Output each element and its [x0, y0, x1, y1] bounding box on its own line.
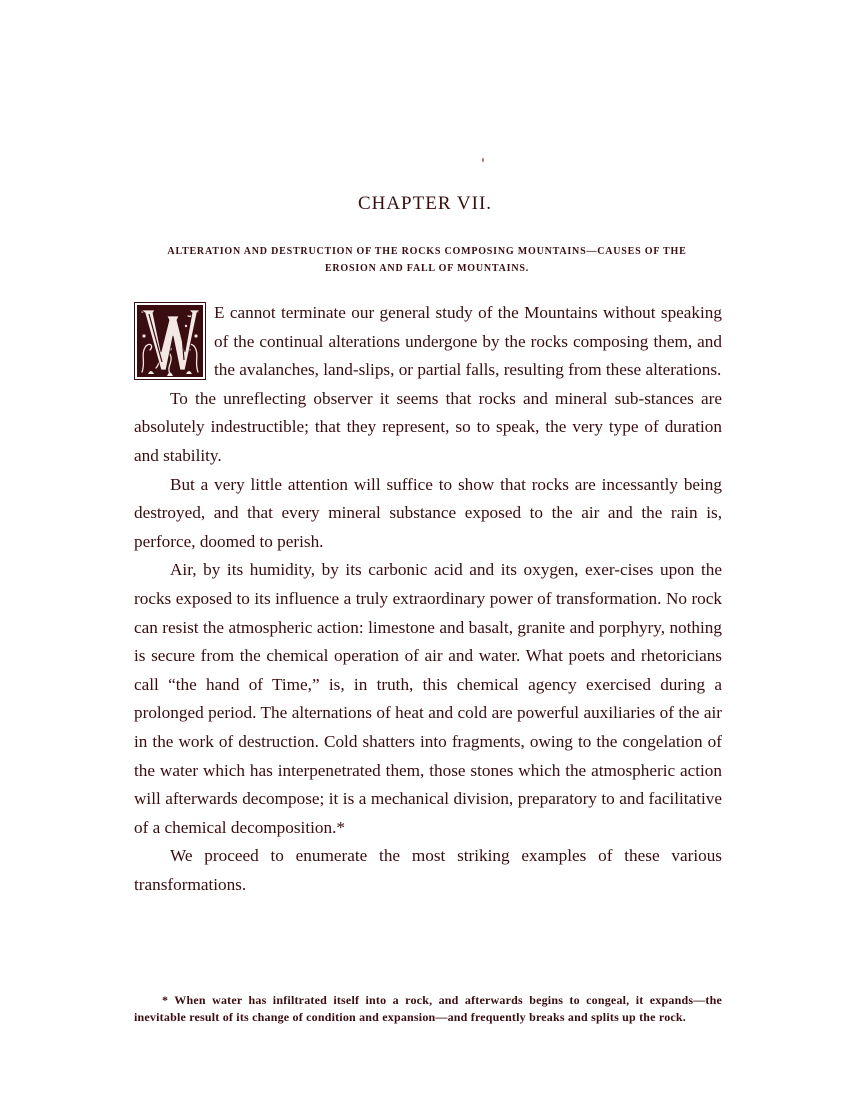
- paragraph-opening: E cannot terminate our general study of the Mountains without speaking of the continual alterations undergone by the rocks composing them, and the avalanches, land-slips, or partial falls, resulting from these alterations.: [214, 303, 722, 380]
- ornamental-initial-w-icon: [134, 302, 206, 380]
- paper-speck: [482, 158, 484, 162]
- chapter-body: [134, 299, 722, 899]
- chapter-title: CHAPTER VII.: [357, 193, 493, 214]
- paragraph: Air, by its humidity, by its carbonic acid and its oxygen, exer-cises upon the rocks exposed to its influence a truly extraordinary power of transformation. No rock can resist the atmospheric action: limestone and basalt, granite and porphyry, nothing is secure from the chemical operation of air and water. What poets and rhetoricians call “the hand of Time,” is, in truth, this chemical agency exercised during a prolonged period. The alternations of heat and cold are powerful auxiliaries of the air in the work of destruction. Cold shatters into fragments, owing to the congelation of the water which has interpenetrated them, those stones which the atmospheric action will afterwards decompose; it is a mechanical division, preparatory to and facilitative of a chemical decomposition.*: [134, 560, 722, 837]
- paragraph: To the unreflecting observer it seems that rocks and mineral sub-stances are absolutely indestructible; that they represent, so to speak, the very type of duration and stability.: [134, 388, 722, 465]
- footnote: * When water has infiltrated itself into a rock, and afterwards begins to congeal, it expands—the inevitable result of its change of condition and expansion—and frequently breaks and splits up the rock.: [134, 993, 722, 1024]
- chapter-subtitle: ALTERATION AND DESTRUCTION OF THE ROCKS COMPOSING MOUNTAINS—CAUSES OF THE EROSION AND FALL OF MOUNTAINS.: [167, 246, 687, 274]
- paragraph: But a very little attention will suffice to show that rocks are incessantly being destroyed, and that every mineral substance exposed to the air and the rain is, perforce, doomed to perish.: [134, 474, 722, 551]
- paragraph: We proceed to enumerate the most striking examples of these various transformations.: [134, 846, 722, 894]
